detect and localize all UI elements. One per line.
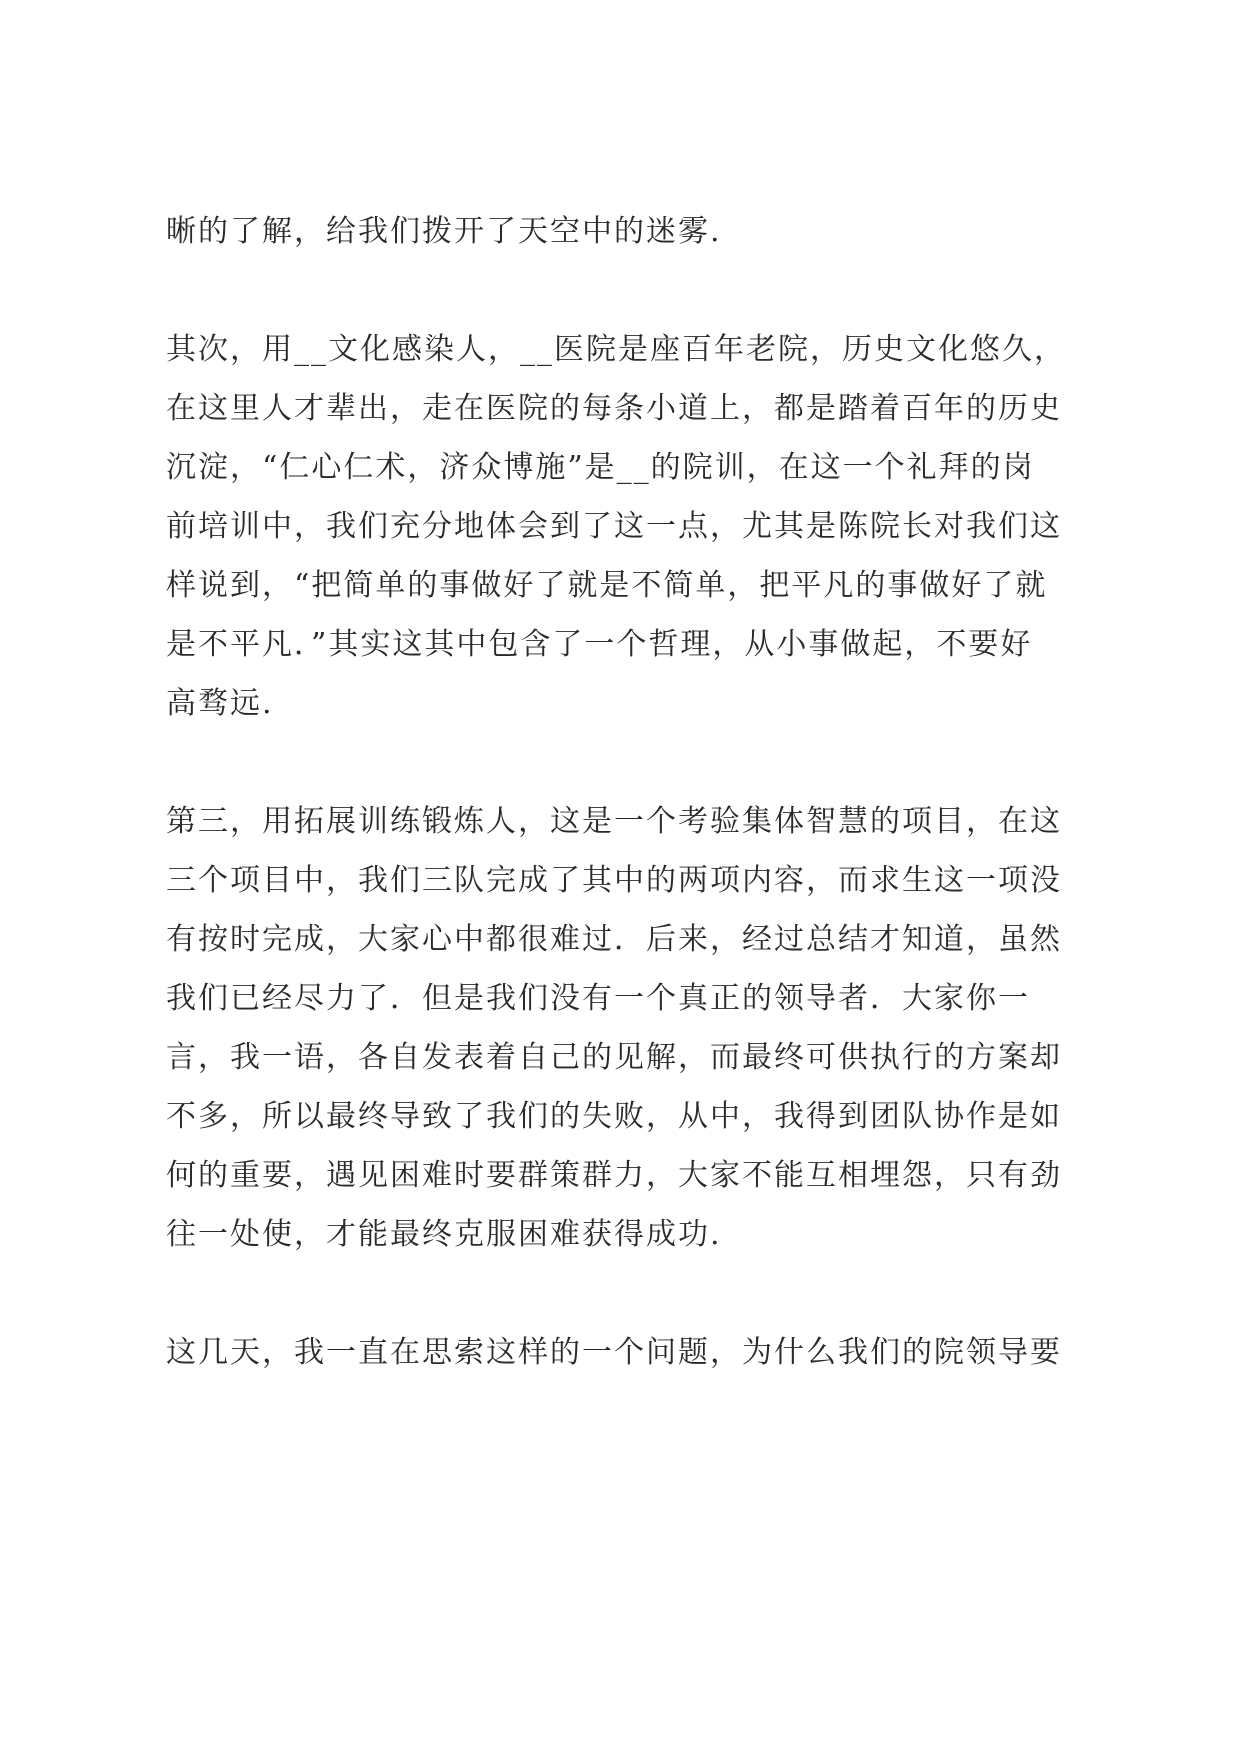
paragraph-spacer	[166, 1264, 1096, 1323]
paragraph-1	[166, 202, 1096, 261]
text-line: 高骛远.	[166, 686, 274, 721]
text-line: 第三，用拓展训练锻炼人，这是一个考验集体智慧的项目，在这	[166, 804, 1062, 839]
text-line: 言，我一语，各自发表着自己的见解，而最终可供执行的方案却	[166, 1040, 1062, 1075]
paragraph-3	[166, 792, 1096, 1264]
text-line: 我们已经尽力了．但是我们没有一个真正的领导者．大家你一	[166, 981, 1030, 1016]
text-line: 三个项目中，我们三队完成了其中的两项内容，而求生这一项没	[166, 863, 1062, 898]
text-line: 是不平凡．”其实这其中包含了一个哲理，从小事做起，不要好	[166, 627, 1033, 662]
document-body	[166, 202, 1096, 1382]
text-line: 何的重要，遇见困难时要群策群力，大家不能互相埋怨，只有劲	[166, 1158, 1062, 1193]
text-line: 其次，用__文化感染人，__医院是座百年老院，历史文化悠久，	[166, 332, 1066, 367]
paragraph-2	[166, 320, 1096, 733]
paragraph-4	[166, 1323, 1096, 1382]
paragraph-spacer	[166, 261, 1096, 320]
text-line: 前培训中，我们充分地体会到了这一点，尤其是陈院长对我们这	[166, 509, 1062, 544]
paragraph-spacer	[166, 733, 1096, 792]
text-line: 往一处使，才能最终克服困难获得成功.	[166, 1217, 722, 1252]
text-line: 不多，所以最终导致了我们的失败，从中，我得到团队协作是如	[166, 1099, 1062, 1134]
text-line: 晰的了解，给我们拨开了天空中的迷雾.	[166, 214, 722, 249]
text-line: 这几天，我一直在思索这样的一个问题，为什么我们的院领导要	[166, 1335, 1062, 1370]
text-line: 样说到，“把简单的事做好了就是不简单，把平凡的事做好了就	[166, 568, 1048, 603]
text-line: 有按时完成，大家心中都很难过．后来，经过总结才知道，虽然	[166, 922, 1062, 957]
text-line: 在这里人才辈出，走在医院的每条小道上，都是踏着百年的历史	[166, 391, 1062, 426]
text-line: 沉淀，“仁心仁术，济众博施”是__的院训，在这一个礼拜的岗	[166, 450, 1035, 485]
